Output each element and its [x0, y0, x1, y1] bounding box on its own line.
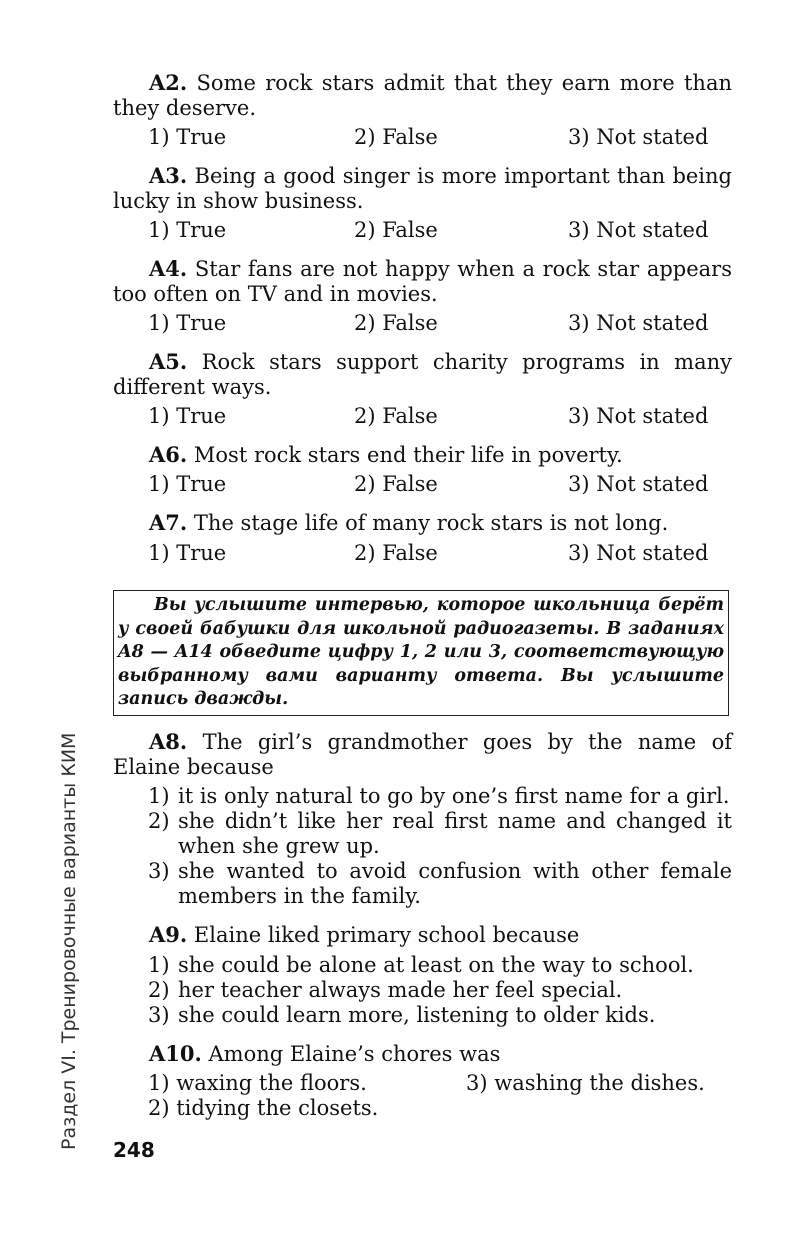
answer-number: 2) — [148, 809, 170, 833]
question-a8 — [113, 729, 732, 780]
question-a6 — [113, 442, 732, 468]
instruction-text — [118, 594, 724, 712]
option-false[interactable]: 2) False — [354, 404, 438, 428]
option-not-stated[interactable]: 3) Not stated — [568, 472, 709, 496]
option-not-stated[interactable]: 3) Not stated — [568, 125, 709, 149]
answer-number: 2) — [148, 978, 170, 1002]
question-a4 — [113, 256, 732, 307]
answer-text: her teacher always made her feel special. — [178, 978, 623, 1002]
question-a5 — [113, 349, 732, 400]
option-not-stated[interactable]: 3) Not stated — [568, 311, 709, 335]
option-not-stated[interactable]: 3) Not stated — [568, 541, 709, 565]
option-false[interactable]: 2) False — [354, 472, 438, 496]
option-not-stated[interactable]: 3) Not stated — [568, 218, 709, 242]
option-true[interactable]: 1) True — [148, 218, 227, 242]
answer-item[interactable]: 1) waxing the floors. — [148, 1071, 367, 1095]
task-range: A8 — A14 — [118, 642, 213, 662]
question-id: A5. — [149, 349, 188, 374]
answer-number: 3) — [148, 1003, 170, 1027]
page-number: 248 — [113, 1138, 155, 1162]
answer-text: she could learn more, listening to older kids. — [178, 1003, 656, 1027]
question-text: Some rock stars admit that they earn more than they deserve. — [113, 71, 732, 120]
option-true[interactable]: 1) True — [148, 311, 227, 335]
question-a3 — [113, 163, 732, 214]
question-text: Star fans are not happy when a rock star appears too often on TV and in movies. — [113, 257, 732, 306]
question-id: A9. — [149, 922, 188, 947]
answer-text: members in the family. — [178, 884, 421, 908]
question-a7 — [113, 510, 732, 536]
option-true[interactable]: 1) True — [148, 404, 227, 428]
question-id: A6. — [149, 442, 188, 467]
question-text: The girl’s grandmother goes by the name of Elaine because — [113, 730, 732, 779]
question-a10 — [113, 1041, 732, 1067]
answer-text: she could be alone at least on the way to school. — [178, 953, 694, 977]
question-text: Rock stars support charity programs in many different ways. — [113, 350, 732, 399]
option-false[interactable]: 2) False — [354, 541, 438, 565]
option-false[interactable]: 2) False — [354, 311, 438, 335]
question-text: Among Elaine’s chores was — [208, 1042, 501, 1066]
answer-numbers: 1, 2 — [399, 642, 437, 662]
answer-number: 1) — [148, 784, 170, 808]
answer-number: 3) — [148, 859, 170, 883]
instruction-part: или — [436, 642, 489, 662]
answer-text: she didn’t like her real first name and changed it — [178, 809, 732, 833]
instruction-part: обведите цифру — [212, 642, 400, 662]
answer-number: 1) — [148, 953, 170, 977]
option-false[interactable]: 2) False — [354, 218, 438, 242]
question-text: Most rock stars end their life in poverty. — [193, 443, 623, 467]
answer-number: 3 — [488, 642, 501, 662]
question-text: The stage life of many rock stars is not long. — [193, 511, 669, 535]
question-id: A8. — [149, 729, 188, 754]
question-id: A2. — [149, 70, 188, 95]
option-false[interactable]: 2) False — [354, 125, 438, 149]
question-id: A4. — [149, 256, 188, 281]
question-id: A7. — [149, 510, 188, 535]
question-text: Elaine liked primary school because — [193, 923, 580, 947]
answer-item[interactable]: 2) tidying the closets. — [148, 1096, 379, 1120]
answer-text: she wanted to avoid confusion with other female — [178, 859, 732, 883]
instruction-part: Вы услышите интервью, которое школьница берёт у своей бабушки для школьной радиогазеты. В заданиях — [118, 595, 724, 639]
question-id: A10. — [149, 1041, 202, 1066]
answer-text: when she grew up. — [178, 834, 380, 858]
option-true[interactable]: 1) True — [148, 472, 227, 496]
option-true[interactable]: 1) True — [148, 541, 227, 565]
instruction-box — [113, 590, 729, 716]
question-id: A3. — [149, 163, 188, 188]
option-not-stated[interactable]: 3) Not stated — [568, 404, 709, 428]
question-text: Being a good singer is more important than being lucky in show business. — [113, 164, 732, 213]
section-side-label: Раздел VI. Тренировочные варианты КИМ — [58, 732, 80, 1150]
question-a9 — [113, 922, 732, 948]
answer-item[interactable]: 3) washing the dishes. — [466, 1071, 705, 1095]
option-true[interactable]: 1) True — [148, 125, 227, 149]
answer-text: it is only natural to go by one’s first name for a girl. — [178, 784, 730, 808]
question-a2 — [113, 70, 732, 121]
instruction-part: , соответствующую выбранному вами варианту ответа. Вы услышите запись дважды. — [118, 642, 724, 709]
